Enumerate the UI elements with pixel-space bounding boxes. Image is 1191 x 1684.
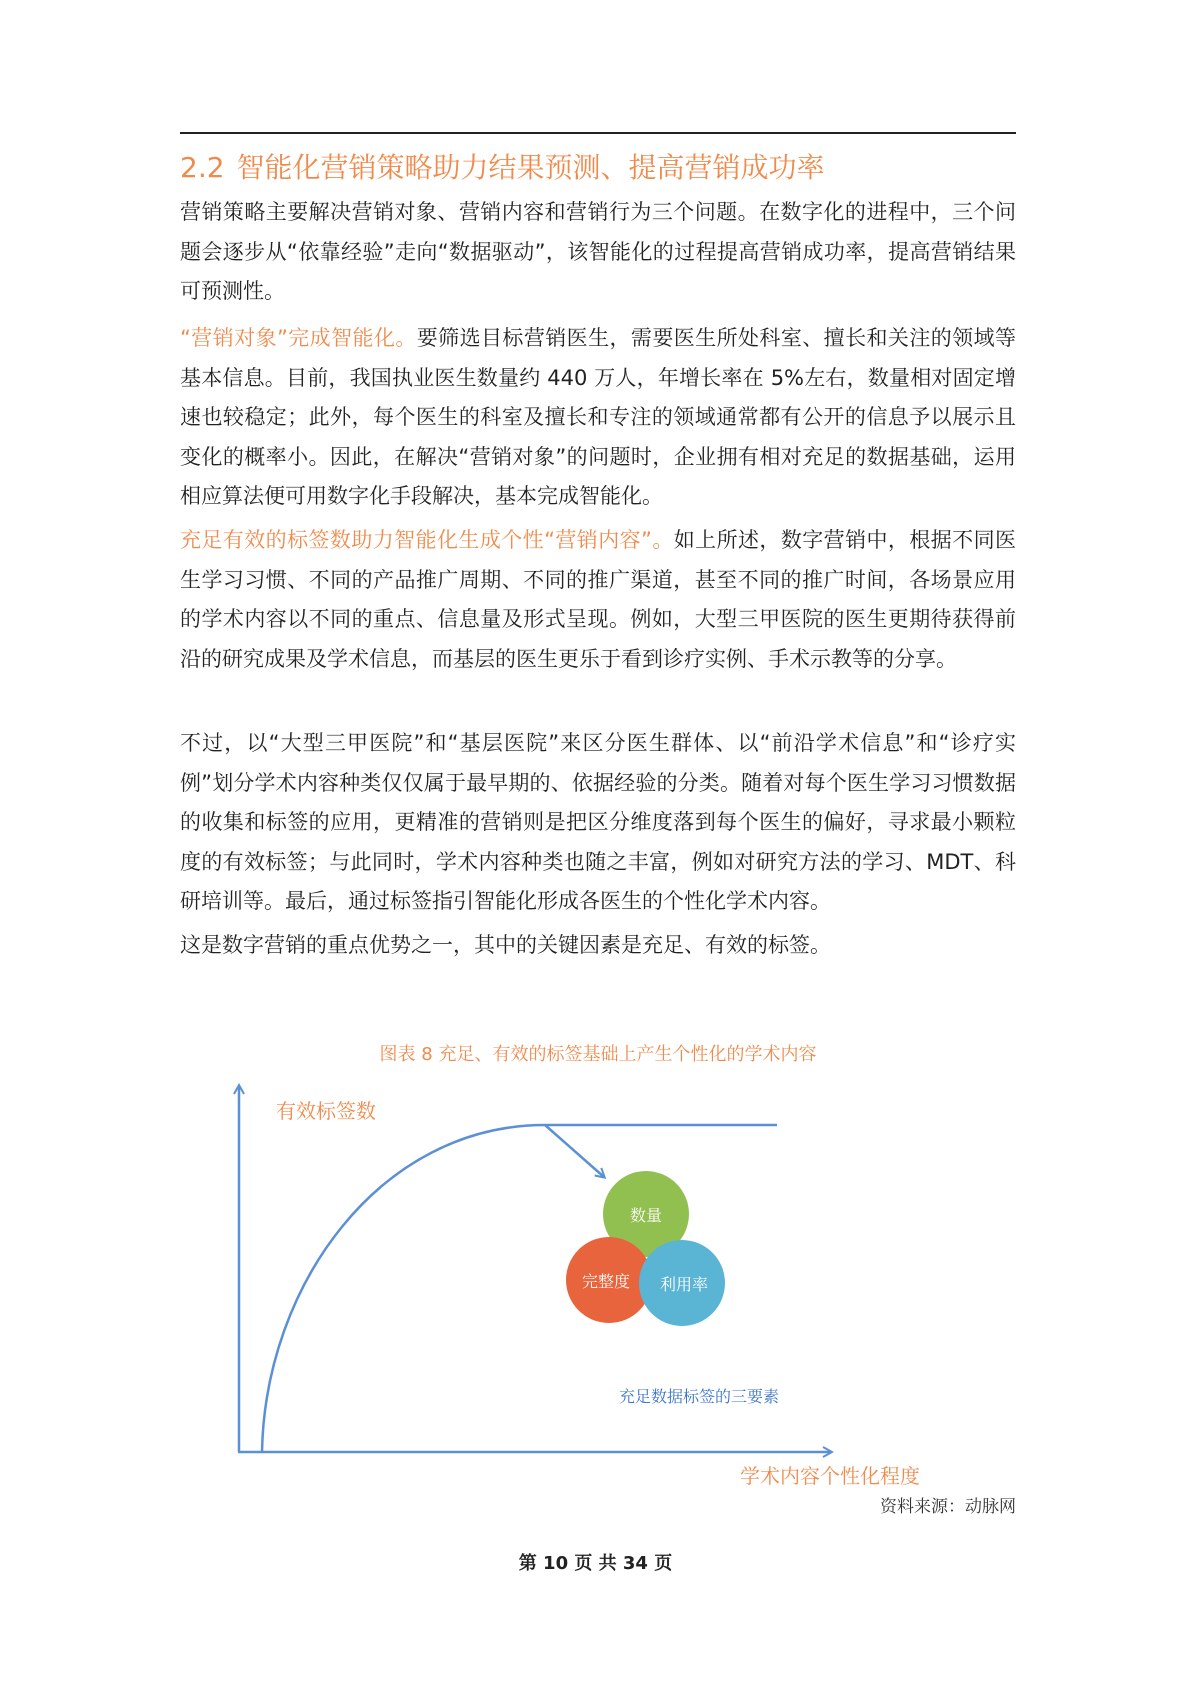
paragraph-4-text: 不过，以“大型三甲医院”和“基层医院”来区分医生群体、以“前沿学术信息”和“诊疗实例”划分学术内容种类仅仅属于最早期的、依据经验的分类。随着对每个医生学习习惯数据的收集和标签的应用，更精准的营销则是把区分维度落到每个医生的偏好，寻求最小颗粒度的有效标签；与此同时，学术内容种类也随之丰富，例如对研究方法的学习、MDT、科研培训等。最后，通过标签指引智能化形成各医生的个性化学术内容。	[180, 731, 1016, 913]
page-footer: 第 10 页 共 34 页	[518, 1553, 673, 1574]
paragraph-1	[180, 193, 1016, 312]
figure-diagram	[230, 1085, 930, 1488]
top-rule	[180, 132, 1016, 134]
x-axis-title: 学术内容个性化程度	[740, 1464, 920, 1488]
paragraph-2-lead: “营销对象”完成智能化。	[180, 326, 417, 350]
paragraph-5	[180, 926, 1016, 966]
paragraph-3	[180, 521, 1016, 679]
figure-caption: 图表 8 充足、有效的标签基础上产生个性化的学术内容	[379, 1044, 817, 1065]
paragraph-4	[180, 724, 1016, 922]
three-elements-caption: 充足数据标签的三要素	[619, 1387, 780, 1406]
section-title: 智能化营销策略助力结果预测、提高营销成功率	[236, 151, 825, 184]
circle-quantity-label: 数量	[629, 1206, 662, 1225]
paragraph-2-text: 要筛选目标营销医生，需要医生所处科室、擅长和关注的领域等基本信息。目前，我国执业医生数量约 440 万人，年增长率在 5%左右，数量相对固定增速也较稳定；此外，每个医生的科室及擅长和专注的领域通常都有公开的信息予以展示且变化的概率小。因此，在解决“营销对象”的问题时，企业拥有相对充足的数据基础，运用相应算法便可用数字化手段解决，基本完成智能化。	[180, 326, 1017, 508]
section-number: 2.2	[180, 151, 225, 184]
source-note: 资料来源：动脉网	[880, 1497, 1016, 1517]
paragraph-5-text: 这是数字营销的重点优势之一，其中的关键因素是充足、有效的标签。	[180, 933, 831, 957]
paragraph-3-lead: 充足有效的标签数助力智能化生成个性“营销内容”。	[180, 528, 674, 552]
section-heading	[180, 148, 1016, 188]
paragraph-2	[180, 319, 1016, 517]
paragraph-1-text: 营销策略主要解决营销对象、营销内容和营销行为三个问题。在数字化的进程中，三个问题会逐步从“依靠经验”走向“数据驱动”，该智能化的过程提高营销成功率，提高营销结果可预测性。	[180, 200, 1016, 303]
pointer-arrow	[545, 1125, 604, 1177]
circle-utilization-label: 利用率	[659, 1275, 708, 1294]
circle-completeness-label: 完整度	[581, 1272, 630, 1291]
y-axis-title: 有效标签数	[276, 1099, 376, 1123]
paragraph-3-text: 如上所述，数字营销中，根据不同医生学习习惯、不同的产品推广周期、不同的推广渠道，甚至不同的推广时间，各场景应用的学术内容以不同的重点、信息量及形式呈现。例如，大型三甲医院的医生更期待获得前沿的研究成果及学术信息，而基层的医生更乐于看到诊疗实例、手术示教等的分享。	[180, 528, 1016, 671]
